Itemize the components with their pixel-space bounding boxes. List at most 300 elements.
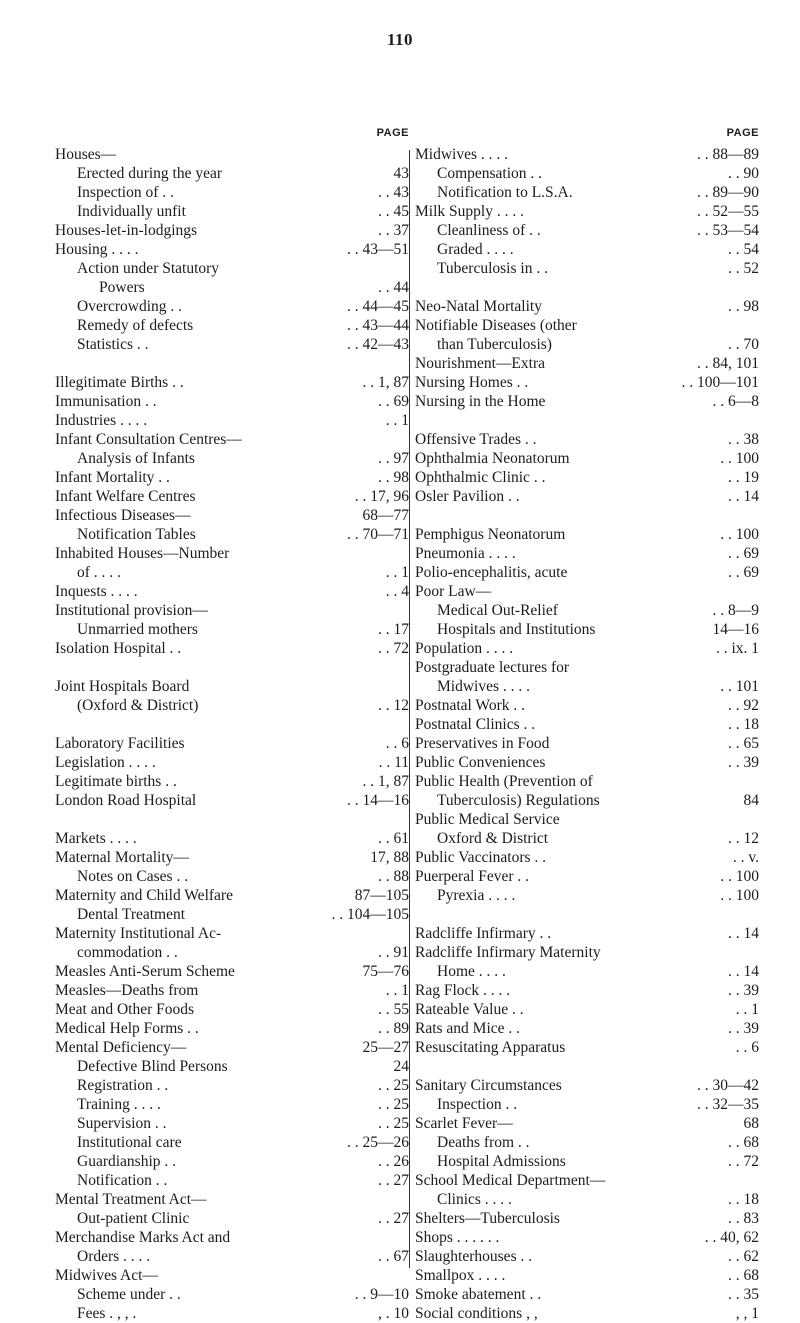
page-reference: . . 100 <box>720 450 759 467</box>
index-entry <box>55 1095 409 1114</box>
index-entry <box>415 1266 759 1285</box>
index-term: Notification to L.S.A. <box>437 184 573 201</box>
index-term: Graded . . . . <box>437 241 514 258</box>
index-entry <box>415 487 759 506</box>
page-reference: . . 8—9 <box>712 602 759 619</box>
page-reference: . . 27 <box>378 1172 409 1189</box>
page-reference: . . 25 <box>378 1077 409 1094</box>
page-reference: . . 1, 87 <box>362 773 409 790</box>
page-reference: . . 1 <box>385 982 409 999</box>
index-entry <box>415 582 759 601</box>
index-term: Powers <box>99 279 145 296</box>
page-reference: 84 <box>743 792 759 809</box>
page-reference: . . 11 <box>378 754 409 771</box>
page-reference: 43 <box>393 165 409 182</box>
index-entry <box>415 658 759 677</box>
index-entry <box>415 468 759 487</box>
index-entry <box>415 221 759 240</box>
index-term: Houses— <box>55 146 117 163</box>
index-entry <box>415 1209 759 1228</box>
index-term: Tuberculosis in . . <box>437 260 548 277</box>
index-entry <box>415 810 759 829</box>
index-term: Ophthalmia Neonatorum <box>415 450 570 467</box>
index-entry <box>415 639 759 658</box>
page-reference: . . 12 <box>728 830 759 847</box>
index-entry <box>55 316 409 335</box>
index-entry <box>55 1190 409 1209</box>
index-term: London Road Hospital <box>55 792 197 809</box>
index-term: Medical Out-Relief <box>437 602 558 619</box>
page-reference: . . 45 <box>378 203 409 220</box>
index-entry <box>55 791 409 810</box>
index-entry <box>415 696 759 715</box>
page-reference: . . 83 <box>728 1210 759 1227</box>
index-term: Action under Statutory <box>77 260 220 277</box>
index-entry <box>415 1133 759 1152</box>
page-reference: . . 100 <box>720 887 759 904</box>
page-reference: . . 44—45 <box>347 298 409 315</box>
page-reference: 14—16 <box>712 621 759 638</box>
page-column-heading: PAGE <box>726 127 759 139</box>
index-term: Registration . . <box>77 1077 169 1094</box>
page-reference: . . 38 <box>728 431 759 448</box>
index-entry <box>55 1152 409 1171</box>
index-term: Inquests . . . . <box>55 583 138 600</box>
index-entry <box>55 772 409 791</box>
index-entry <box>415 677 759 696</box>
index-entry <box>55 962 409 981</box>
page-reference: . . 17, 96 <box>354 488 409 505</box>
index-term: Public Vaccinators . . <box>415 849 547 866</box>
page-reference: . . 1 <box>385 412 409 429</box>
index-term: Notes on Cases . . <box>77 868 189 885</box>
index-term: Puerperal Fever . . <box>415 868 530 885</box>
index-entry <box>55 145 409 164</box>
column-divider <box>409 150 410 1268</box>
page-reference: . . 91 <box>378 944 409 961</box>
index-entry <box>415 715 759 734</box>
index-entry <box>415 259 759 278</box>
index-entry <box>55 867 409 886</box>
index-entry <box>55 392 409 411</box>
index-entry <box>55 544 409 563</box>
page-reference: . . 39 <box>728 754 759 771</box>
page-reference: . . 69 <box>728 545 759 562</box>
page-reference: 17, 88 <box>370 849 409 866</box>
index-term: Clinics . . . . <box>437 1191 512 1208</box>
index-term: Laboratory Facilities <box>55 735 185 752</box>
index-entry <box>55 373 409 392</box>
index-term: Shops . . . . . . <box>415 1229 500 1246</box>
page-reference: . . 53—54 <box>697 222 759 239</box>
index-term: Public Medical Service <box>415 811 560 828</box>
index-entry <box>415 848 759 867</box>
index-term: Osler Pavilion . . <box>415 488 520 505</box>
index-entry <box>415 753 759 772</box>
index-entry <box>55 601 409 620</box>
page-reference: . . 72 <box>378 640 409 657</box>
index-term: Analysis of Infants <box>77 450 195 467</box>
index-entry <box>55 1171 409 1190</box>
index-entry <box>55 411 409 430</box>
page-reference: . . 68 <box>728 1267 759 1284</box>
index-term: Training . . . . <box>77 1096 161 1113</box>
right-index-column <box>415 127 759 1323</box>
index-entry <box>415 1152 759 1171</box>
page-reference: . . 52—55 <box>697 203 759 220</box>
index-entry <box>415 1190 759 1209</box>
index-entry <box>55 164 409 183</box>
page-reference: . . 39 <box>728 1020 759 1037</box>
page-reference: 24 <box>393 1058 409 1075</box>
index-entry <box>55 1000 409 1019</box>
page-number: 110 <box>386 30 414 49</box>
page-reference: . . 1 <box>735 1001 759 1018</box>
index-entry <box>415 392 759 411</box>
index-entry <box>415 1095 759 1114</box>
index-term: Infectious Diseases— <box>55 507 191 524</box>
index-term: Postgraduate lectures for <box>415 659 570 676</box>
index-term: Nourishment—Extra <box>415 355 546 372</box>
index-entry <box>415 1247 759 1266</box>
index-entry <box>55 221 409 240</box>
index-entry <box>55 563 409 582</box>
page-reference: . . 14 <box>728 925 759 942</box>
page-reference: . . 14 <box>728 963 759 980</box>
index-term: Illegitimate Births . . <box>55 374 184 391</box>
index-term: Infant Consultation Centres— <box>55 431 242 448</box>
index-term: Population . . . . <box>415 640 514 657</box>
index-entry <box>55 240 409 259</box>
index-entry <box>415 449 759 468</box>
index-entry <box>55 1285 409 1304</box>
page-reference: . . 6 <box>735 1039 759 1056</box>
index-term: Postnatal Clinics . . <box>415 716 536 733</box>
index-term: Radcliffe Infirmary . . <box>415 925 552 942</box>
index-term: Housing . . . . <box>55 241 139 258</box>
index-term: Midwives . . . . <box>437 678 530 695</box>
index-term: Public Conveniences <box>415 754 546 771</box>
index-term: Radcliffe Infirmary Maternity <box>415 944 601 961</box>
index-term: Tuberculosis) Regulations <box>437 792 600 809</box>
page-reference: . . 70 <box>728 336 759 353</box>
index-entry <box>55 1019 409 1038</box>
index-term: Markets . . . . <box>55 830 137 847</box>
page-reference: . . 12 <box>378 697 409 714</box>
index-entry <box>55 734 409 753</box>
index-term: Hospital Admissions <box>437 1153 566 1170</box>
index-term: Midwives . . . . <box>415 146 508 163</box>
index-term: Maternal Mortality— <box>55 849 189 866</box>
page-reference: . . 25—26 <box>347 1134 409 1151</box>
index-term: Orders . . . . <box>77 1248 151 1265</box>
index-entry <box>55 924 409 943</box>
index-term: Guardianship . . <box>77 1153 177 1170</box>
page-reference: . . 55 <box>378 1001 409 1018</box>
index-entry <box>55 506 409 525</box>
index-entry <box>55 981 409 1000</box>
index-entry <box>415 943 759 962</box>
index-entry <box>55 1228 409 1247</box>
index-entry <box>55 753 409 772</box>
index-entry <box>55 1266 409 1285</box>
page-reference: . . 19 <box>728 469 759 486</box>
index-entry <box>415 1019 759 1038</box>
page-reference: . . 25 <box>378 1115 409 1132</box>
page-reference: . . 98 <box>378 469 409 486</box>
index-term: Rateable Value . . <box>415 1001 524 1018</box>
page-column-heading: PAGE <box>376 127 409 139</box>
index-term: Immunisation . . <box>55 393 157 410</box>
page-reference: . . 43—51 <box>347 241 409 258</box>
index-term: Postnatal Work . . <box>415 697 525 714</box>
index-entry <box>415 1038 759 1057</box>
index-term: Pemphigus Neonatorum <box>415 526 566 543</box>
index-entry <box>55 468 409 487</box>
page-reference: . . 9—10 <box>354 1286 409 1303</box>
index-term: Pneumonia . . . . <box>415 545 516 562</box>
index-entry <box>55 1304 409 1323</box>
index-entry <box>415 981 759 1000</box>
index-entry <box>415 544 759 563</box>
index-term: Shelters—Tuberculosis <box>415 1210 560 1227</box>
index-term: School Medical Department— <box>415 1172 606 1189</box>
index-term: Maternity Institutional Ac- <box>55 925 222 942</box>
index-entry <box>415 962 759 981</box>
index-entry <box>415 867 759 886</box>
index-entry <box>55 1057 409 1076</box>
index-term: Social conditions , , <box>415 1305 538 1322</box>
index-entry <box>55 1209 409 1228</box>
page-reference: . . 101 <box>720 678 759 695</box>
index-term: than Tuberculosis) <box>437 336 552 353</box>
index-term: Meat and Other Foods <box>55 1001 195 1018</box>
index-term: Supervision . . <box>77 1115 167 1132</box>
page-reference: . . 6—8 <box>712 393 759 410</box>
page-reference: . . 54 <box>728 241 759 258</box>
left-index-column <box>55 127 409 1323</box>
index-term: Isolation Hospital . . <box>55 640 182 657</box>
index-term: Measles—Deaths from <box>55 982 199 999</box>
index-term: Merchandise Marks Act and <box>55 1229 231 1246</box>
page-reference: . . ix. 1 <box>715 640 759 657</box>
index-term: (Oxford & District) <box>77 697 199 714</box>
index-term: Institutional care <box>77 1134 182 1151</box>
page-reference: . . 37 <box>378 222 409 239</box>
page-reference: . . 4 <box>385 583 409 600</box>
page-reference: . . 69 <box>378 393 409 410</box>
index-term: Scheme under . . <box>77 1286 181 1303</box>
index-entry <box>55 677 409 696</box>
index-entry <box>55 639 409 658</box>
page-reference: . . 88—89 <box>697 146 759 163</box>
index-term: Individually unfit <box>77 203 186 220</box>
index-entry <box>415 164 759 183</box>
index-entry <box>55 696 409 715</box>
page-reference: . . 52 <box>728 260 759 277</box>
index-entry <box>415 430 759 449</box>
index-term: Medical Help Forms . . <box>55 1020 199 1037</box>
index-entry <box>55 1133 409 1152</box>
index-entry <box>55 1038 409 1057</box>
index-term: Dental Treatment <box>77 906 186 923</box>
index-entry <box>55 259 409 278</box>
page-reference: . . 17 <box>378 621 409 638</box>
index-term: Notification . . <box>77 1172 168 1189</box>
index-term: commodation . . <box>77 944 178 961</box>
index-entry <box>415 1228 759 1247</box>
index-term: Deaths from . . <box>437 1134 530 1151</box>
index-entry <box>55 183 409 202</box>
index-entry <box>55 620 409 639</box>
index-term: Overcrowding . . <box>77 298 183 315</box>
index-term: Public Health (Prevention of <box>415 773 593 790</box>
page-reference: . . 6 <box>385 735 409 752</box>
page-reference: . . 14—16 <box>347 792 409 809</box>
index-entry <box>415 924 759 943</box>
page-reference: . . 14 <box>728 488 759 505</box>
index-entry <box>55 525 409 544</box>
index-term: Statistics . . <box>77 336 149 353</box>
index-term: Milk Supply . . . . <box>415 203 524 220</box>
page-reference: . . 104—105 <box>331 906 409 923</box>
page-reference: . . 100 <box>720 868 759 885</box>
page-reference: , , 1 <box>735 1305 759 1322</box>
index-term: Compensation . . <box>437 165 543 182</box>
page-reference: . . 65 <box>728 735 759 752</box>
index-term: Out-patient Clinic <box>77 1210 190 1227</box>
index-term: Offensive Trades . . <box>415 431 537 448</box>
index-term: Smoke abatement . . <box>415 1286 542 1303</box>
page-reference: 68 <box>743 1115 759 1132</box>
index-term: Infant Mortality . . <box>55 469 170 486</box>
page-reference: . . v. <box>732 849 759 866</box>
index-term: Mental Deficiency— <box>55 1039 187 1056</box>
page-reference: . . 35 <box>728 1286 759 1303</box>
index-entry <box>415 734 759 753</box>
page-reference: . . 70—71 <box>347 526 409 543</box>
index-entry <box>415 335 759 354</box>
index-term: Legitimate births . . <box>55 773 177 790</box>
index-entry <box>55 487 409 506</box>
index-entry <box>415 354 759 373</box>
page-reference: . . 90 <box>728 165 759 182</box>
index-term: Industries . . . . <box>55 412 148 429</box>
index-entry <box>415 1171 759 1190</box>
index-term: Fees . , , . <box>77 1305 137 1322</box>
page-reference: . . 43—44 <box>347 317 409 334</box>
index-entry <box>415 240 759 259</box>
index-term: Nursing in the Home <box>415 393 546 410</box>
page-reference: . . 100—101 <box>681 374 759 391</box>
index-term: Inhabited Houses—Number <box>55 545 230 562</box>
index-term: Maternity and Child Welfare <box>55 887 233 904</box>
page-reference: 87—105 <box>354 887 409 904</box>
page-reference: . . 42—43 <box>347 336 409 353</box>
index-term: Smallpox . . . . <box>415 1267 506 1284</box>
index-term: Hospitals and Institutions <box>437 621 596 638</box>
index-term: Midwives Act— <box>55 1267 158 1284</box>
index-entry <box>55 335 409 354</box>
index-entry <box>415 791 759 810</box>
index-term: Mental Treatment Act— <box>55 1191 207 1208</box>
index-entry <box>415 316 759 335</box>
page-reference: . . 89 <box>378 1020 409 1037</box>
page-reference: . . 40, 62 <box>704 1229 759 1246</box>
page-reference: . . 69 <box>728 564 759 581</box>
index-term: Measles Anti-Serum Scheme <box>55 963 235 980</box>
index-term: Joint Hospitals Board <box>55 678 190 695</box>
page-reference: . . 1 <box>385 564 409 581</box>
index-entry <box>55 449 409 468</box>
index-term: Scarlet Fever— <box>415 1115 513 1132</box>
index-term: Ophthalmic Clinic . . <box>415 469 546 486</box>
page-reference: 25—27 <box>362 1039 409 1056</box>
page-reference: . . 27 <box>378 1210 409 1227</box>
index-entry <box>415 772 759 791</box>
index-term: Rats and Mice . . <box>415 1020 521 1037</box>
index-term: Polio-encephalitis, acute <box>415 564 568 581</box>
page-reference: . . 1, 87 <box>362 374 409 391</box>
index-term: Neo-Natal Mortality <box>415 298 542 315</box>
index-term: Erected during the year <box>77 165 223 182</box>
index-term: Home . . . . <box>437 963 506 980</box>
index-entry <box>55 905 409 924</box>
index-term: Inspection of . . <box>77 184 174 201</box>
index-entry <box>415 1000 759 1019</box>
page-reference: . . 30—42 <box>697 1077 759 1094</box>
page-reference: 75—76 <box>362 963 409 980</box>
index-entry <box>415 1285 759 1304</box>
index-entry <box>415 183 759 202</box>
index-term: Remedy of defects <box>77 317 194 334</box>
index-entry <box>415 886 759 905</box>
index-entry <box>55 1114 409 1133</box>
index-term: Sanitary Circumstances <box>415 1077 562 1094</box>
index-term: Oxford & District <box>437 830 549 847</box>
index-entry <box>415 1076 759 1095</box>
index-term: Unmarried mothers <box>77 621 198 638</box>
index-term: Houses-let-in-lodgings <box>55 222 198 239</box>
page-reference: . . 18 <box>728 1191 759 1208</box>
index-entry <box>415 145 759 164</box>
index-entry <box>415 525 759 544</box>
index-term: Preservatives in Food <box>415 735 550 752</box>
page-reference: , . 10 <box>378 1305 409 1322</box>
page-reference: . . 72 <box>728 1153 759 1170</box>
page-reference: . . 100 <box>720 526 759 543</box>
index-term: Notifiable Diseases (other <box>415 317 577 334</box>
index-entry <box>55 829 409 848</box>
index-term: Institutional provision— <box>55 602 208 619</box>
page-reference: . . 26 <box>378 1153 409 1170</box>
index-entry <box>55 278 409 297</box>
index-term: Nursing Homes . . <box>415 374 529 391</box>
page-reference: . . 39 <box>728 982 759 999</box>
index-term: Resuscitating Apparatus <box>415 1039 566 1056</box>
page-reference: 68—77 <box>362 507 409 524</box>
index-entry <box>55 886 409 905</box>
page-reference: . . 97 <box>378 450 409 467</box>
page-reference: . . 84, 101 <box>697 355 759 372</box>
page-reference: . . 98 <box>728 298 759 315</box>
index-entry <box>415 601 759 620</box>
index-entry <box>415 620 759 639</box>
page-reference: . . 68 <box>728 1134 759 1151</box>
index-entry <box>415 373 759 392</box>
index-entry <box>55 1076 409 1095</box>
index-term: Infant Welfare Centres <box>55 488 196 505</box>
